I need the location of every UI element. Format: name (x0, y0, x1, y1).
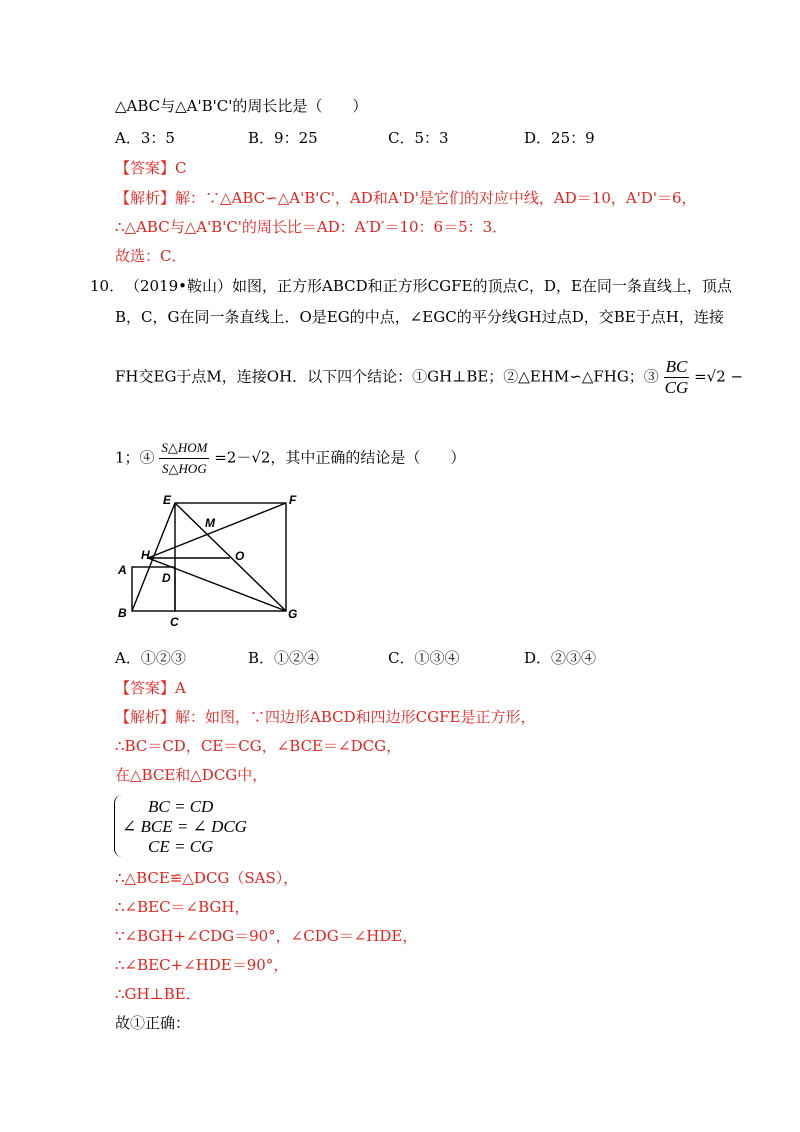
q10-option-c: C．①③④ (388, 649, 460, 667)
q10-step-5: ∴GH⊥BE． (115, 985, 201, 1003)
q10-step-3: ∵∠BGH+∠CDG＝90°，∠CDG＝∠HDE， (115, 927, 418, 945)
q10-analysis-1: 【解析】解：如图，∵四边形ABCD和四边形CGFE是正方形， (115, 708, 536, 726)
q9-option-a: A．3：5 (115, 129, 175, 147)
q10-number: 10． (90, 277, 125, 295)
fraction-denominator: S△HOG (162, 461, 207, 476)
fraction-area-ratio (159, 438, 209, 479)
q10-line-3 (115, 357, 743, 398)
system-eq-1: BC = CD (148, 797, 214, 816)
q10-line-4 (115, 438, 465, 479)
q9-analysis-3: 故选：C． (115, 247, 187, 265)
q9-analysis-2: ∴△ABC与△A'B'C'的周长比＝AD：A′D′＝10：6＝5：3． (115, 218, 508, 236)
segment-hf (148, 503, 286, 558)
q10-line-1: （2019•鞍山）如图，正方形ABCD和正方形CGFE的顶点C，D，E在同一条直线上，顶点 (125, 277, 732, 295)
q10-line-4-tail: =2－√2，其中正确的结论是（ ） (214, 448, 466, 467)
label-a: A (118, 563, 127, 577)
q9-stem-end: △ABC与△A'B'C'的周长比是（ ） (115, 97, 368, 115)
fraction-bc-cg (664, 357, 690, 398)
label-m: M (205, 516, 215, 530)
q9-answer: 【答案】C (115, 159, 187, 177)
segment-be (132, 503, 175, 611)
q10-analysis-3: 在△BCE和△DCG中， (115, 766, 268, 784)
fraction-numerator: BC (665, 357, 688, 376)
label-b: B (118, 606, 127, 620)
q9-option-c: C．5：3 (388, 129, 449, 147)
label-f: F (289, 493, 297, 507)
q10-line-2: B，C，G在同一条直线上．O是EG的中点，∠EGC的平分线GH过点D，交BE于点H，连接 (115, 308, 724, 326)
label-d: D (162, 571, 171, 585)
q10-line-4-head: 1；④ (115, 448, 155, 467)
q10-option-b: B．①②④ (248, 649, 320, 667)
fraction-numerator: S△HOM (159, 438, 209, 459)
q10-answer: 【答案】A (115, 679, 186, 697)
label-e: E (163, 493, 172, 507)
q9-option-b: B．9：25 (248, 129, 318, 147)
label-h: H (141, 548, 150, 562)
q10-step-1: ∴△BCE≌△DCG（SAS）， (115, 869, 299, 887)
label-c: C (170, 615, 179, 629)
segment-eg (175, 503, 286, 611)
label-g: G (288, 607, 298, 621)
q10-step-4: ∴∠BEC+∠HDE＝90°， (115, 956, 289, 974)
q10-option-d: D．②③④ (524, 649, 597, 667)
q10-analysis-2: ∴BC＝CD，CE＝CG，∠BCE＝∠DCG， (115, 737, 402, 755)
q10-line-3-text: FH交EG于点M，连接OH．以下四个结论：①GH⊥BE；②△EHM∽△FHG；③ (115, 367, 659, 386)
geometry-figure (110, 490, 310, 630)
fraction-denominator: CG (664, 378, 689, 397)
label-o: O (235, 549, 245, 563)
system-eq-3: CE = CG (148, 837, 214, 856)
q10-option-a: A．①②③ (115, 649, 186, 667)
q10-line-3-tail: =√2 − (694, 367, 744, 386)
q10-step-2: ∴∠BEC＝∠BGH， (115, 898, 250, 916)
q9-option-d: D．25：9 (524, 129, 595, 147)
q10-step-6: 故①正确： (115, 1014, 191, 1032)
q9-analysis-1: 【解析】解：∵△ABC∽△A'B'C'，AD和A'D'是它们的对应中线，AD＝10，A'D'＝6， (115, 189, 697, 207)
system-eq-2: ∠ BCE = ∠ DCG (122, 817, 247, 836)
